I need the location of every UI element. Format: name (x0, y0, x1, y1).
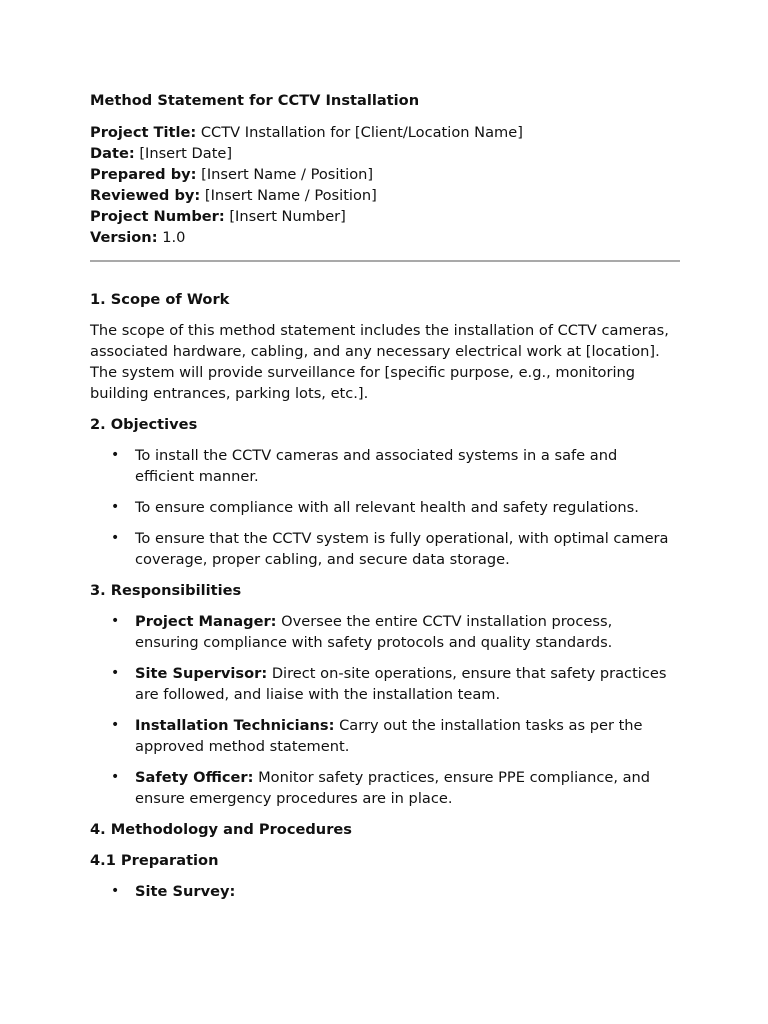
list-item (90, 445, 680, 487)
role-description: Direct on-site operations, ensure that safety practices are followed, and liaise with the installation team. (135, 665, 667, 703)
meta-label: Project Title: (90, 124, 197, 141)
document-body (90, 90, 680, 912)
list-item (90, 611, 680, 653)
list-item-text: To ensure that the CCTV system is fully operational, with optimal camera coverage, proper cabling, and secure data storage. (135, 530, 669, 568)
list-item (90, 715, 680, 757)
bullet-icon: • (111, 530, 120, 546)
preparation-list (90, 881, 680, 902)
section-heading-objectives: 2. Objectives (90, 416, 198, 433)
scope-paragraph: The scope of this method statement includes the installation of CCTV cameras, associated hardware, cabling, and any necessary electrical work at [location]. The system will provide surveillance for [specific purpose, e.g., monitoring building entrances, parking lots, etc.]. (90, 322, 669, 402)
section-heading-methodology: 4. Methodology and Procedures (90, 821, 352, 838)
role-description: Monitor safety practices, ensure PPE compliance, and ensure emergency procedures are in place. (135, 769, 651, 807)
objectives-list (90, 445, 680, 570)
document-title: Method Statement for CCTV Installation (90, 92, 420, 109)
bullet-icon: • (111, 883, 120, 899)
role-label: Site Supervisor: (135, 665, 268, 682)
meta-prepared-by (90, 164, 680, 185)
bullet-icon: • (111, 613, 120, 629)
project-meta (90, 122, 680, 248)
list-item (90, 497, 680, 518)
section-heading-scope: 1. Scope of Work (90, 291, 230, 308)
meta-value: [Insert Number] (229, 208, 346, 225)
meta-date (90, 143, 680, 164)
responsibilities-list (90, 611, 680, 809)
item-label: Site Survey: (135, 883, 236, 900)
bullet-icon: • (111, 717, 120, 733)
meta-label: Project Number: (90, 208, 225, 225)
list-item (90, 528, 680, 570)
bullet-icon: • (111, 665, 120, 681)
section-heading-responsibilities: 3. Responsibilities (90, 582, 242, 599)
meta-reviewed-by (90, 185, 680, 206)
meta-value: [Insert Date] (139, 145, 233, 162)
role-label: Project Manager: (135, 613, 277, 630)
list-item (90, 881, 680, 902)
meta-value: [Insert Name / Position] (201, 166, 374, 183)
list-item (90, 767, 680, 809)
role-description: Carry out the installation tasks as per the approved method statement. (135, 717, 643, 755)
meta-value: [Insert Name / Position] (204, 187, 377, 204)
bullet-icon: • (111, 447, 120, 463)
meta-value: CCTV Installation for [Client/Location Name] (200, 124, 523, 141)
bullet-icon: • (111, 769, 120, 785)
list-item-text: To install the CCTV cameras and associated systems in a safe and efficient manner. (135, 447, 618, 485)
meta-label: Version: (90, 229, 158, 246)
meta-label: Prepared by: (90, 166, 197, 183)
role-label: Installation Technicians: (135, 717, 335, 734)
role-label: Safety Officer: (135, 769, 254, 786)
meta-version (90, 227, 680, 248)
meta-label: Date: (90, 145, 135, 162)
bullet-icon: • (111, 499, 120, 515)
meta-project-number (90, 206, 680, 227)
list-item-text: To ensure compliance with all relevant health and safety regulations. (135, 499, 639, 516)
meta-project-title (90, 122, 680, 143)
role-description: Oversee the entire CCTV installation process, ensuring compliance with safety protocols and quality standards. (135, 613, 613, 651)
subsection-heading-preparation: 4.1 Preparation (90, 852, 219, 869)
meta-value: 1.0 (162, 229, 186, 246)
list-item (90, 663, 680, 705)
horizontal-divider (90, 260, 680, 262)
meta-label: Reviewed by: (90, 187, 201, 204)
